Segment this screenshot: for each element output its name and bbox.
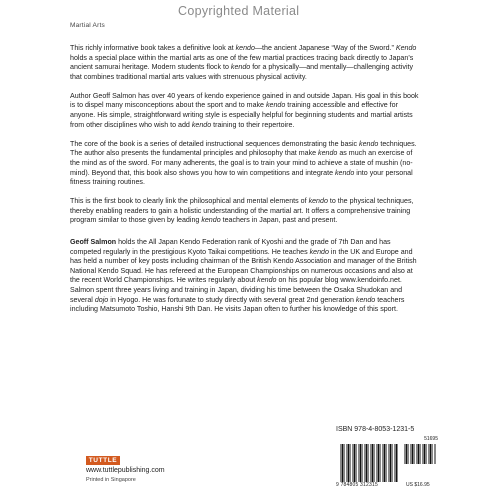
barcode-number: 9 784805 312315 — [336, 482, 378, 488]
text-run: teachers in Japan, past and present. — [220, 216, 338, 225]
text-run: on his popular blog www.kendoinfo.net. Salmon spent three years living and training in Japan, dividing his time between the Osaka Shudokan and several — [70, 276, 403, 304]
italic-text: kendo — [201, 216, 221, 225]
italic-text: kendo — [359, 139, 379, 148]
isbn-label: ISBN 978-4-8053-1231-5 — [336, 426, 415, 433]
text-run: in the UK and Europe and has held a number of key posts including chairman of the British Kendo Association and manager of the British National Kendo Squad. He has refereed at the European Championships on numerous occasions and also at the recent World Championships. He writes regularly about — [70, 247, 417, 285]
text-run: to the physical techniques, thereby enabling readers to gain a holistic understanding of the martial art. It offers a comprehensive training program similar to those given by leading — [70, 197, 414, 225]
italic-text: kendo — [257, 276, 277, 285]
bold-text: Geoff Salmon — [70, 238, 117, 246]
paragraph-core — [70, 140, 420, 188]
text-run: training to their repertoire. — [211, 120, 295, 129]
italic-text: kendo — [265, 101, 286, 110]
publisher-logo: TUTTLE — [86, 456, 120, 465]
barcode-price-code: 51695 — [424, 436, 438, 442]
italic-text: kendo — [230, 63, 251, 72]
barcode — [336, 436, 438, 490]
paragraph-intro — [70, 44, 420, 82]
italic-text: kendo — [235, 44, 255, 52]
italic-text: dojo — [94, 295, 109, 304]
cover-copy — [70, 44, 420, 324]
paragraph-first-book — [70, 197, 420, 226]
paragraph-author-bio — [70, 238, 420, 315]
price-label: US $16.95 — [406, 482, 430, 488]
italic-text: kendo — [308, 197, 328, 206]
italic-text: kendo — [318, 149, 338, 158]
italic-text: kendo — [191, 120, 212, 129]
text-run: teachers including Matsumoto Toshio, Hanshi 9th Dan. He visits Japan often to further his knowledge of this sport. — [70, 295, 405, 314]
italic-text: kendo — [355, 295, 376, 304]
text-run: for a physically—and mentally—challenging activity that combines traditional martial arts values with strenuous physical activity. — [70, 63, 414, 81]
text-run: holds the All Japan Kendo Federation rank of Kyoshi and the grade of 7th Dan and has competed regularly in the prestigious Kyoto Taikai competitions. He teaches — [70, 238, 391, 256]
printed-in-label: Printed in Singapore — [86, 477, 136, 483]
category-label: Martial Arts — [70, 22, 105, 29]
publisher-url: www.tuttlepublishing.com — [86, 467, 165, 474]
text-run: techniques. The author also presents the fundamental principles and philosophy that make — [70, 139, 417, 158]
text-run: This richly informative book takes a definitive look at — [70, 44, 236, 52]
text-run: in Hyogo. He was fortunate to study directly with several great 2nd generation — [108, 295, 356, 304]
copyright-watermark: Copyrighted Material — [178, 4, 300, 18]
paragraph-author-experience — [70, 92, 420, 130]
italic-text: kendo — [334, 168, 355, 177]
italic-text: kendo — [309, 247, 329, 256]
text-run: This is the first book to clearly link the philosophical and mental elements of — [70, 197, 309, 206]
text-run: holds a special place within the martial arts as one of the few martial practices tracing back directly to Japan’s ancient samurai heritage. Modern students flock to — [70, 53, 414, 72]
ean-barcode-icon — [340, 444, 398, 482]
text-run: The core of the book is a series of detailed instructional sequences demonstrating the basic — [70, 139, 360, 148]
text-run: into your personal fitness training routines. — [70, 168, 413, 187]
text-run: as much an exercise of the mind as of the sword. For many adherents, the goal is to train your mind to achieve a state of mushin (no-mind). Beyond that, this book also shows you how to win competitions and integrate — [70, 149, 413, 177]
text-run: —the ancient Japanese “Way of the Sword.” — [254, 44, 396, 52]
italic-text: Kendo — [395, 44, 417, 52]
text-run: training accessible and effective for anyone. His simple, straightforward writing style is especially helpful for beginning students and martial artists from other disciplines who wish to add — [70, 101, 413, 129]
price-barcode-icon — [404, 444, 436, 464]
text-run: Author Geoff Salmon has over 40 years of kendo experience gained in and outside Japan. His goal in this book is to dispel many misconceptions about the sport and to make — [70, 91, 419, 110]
